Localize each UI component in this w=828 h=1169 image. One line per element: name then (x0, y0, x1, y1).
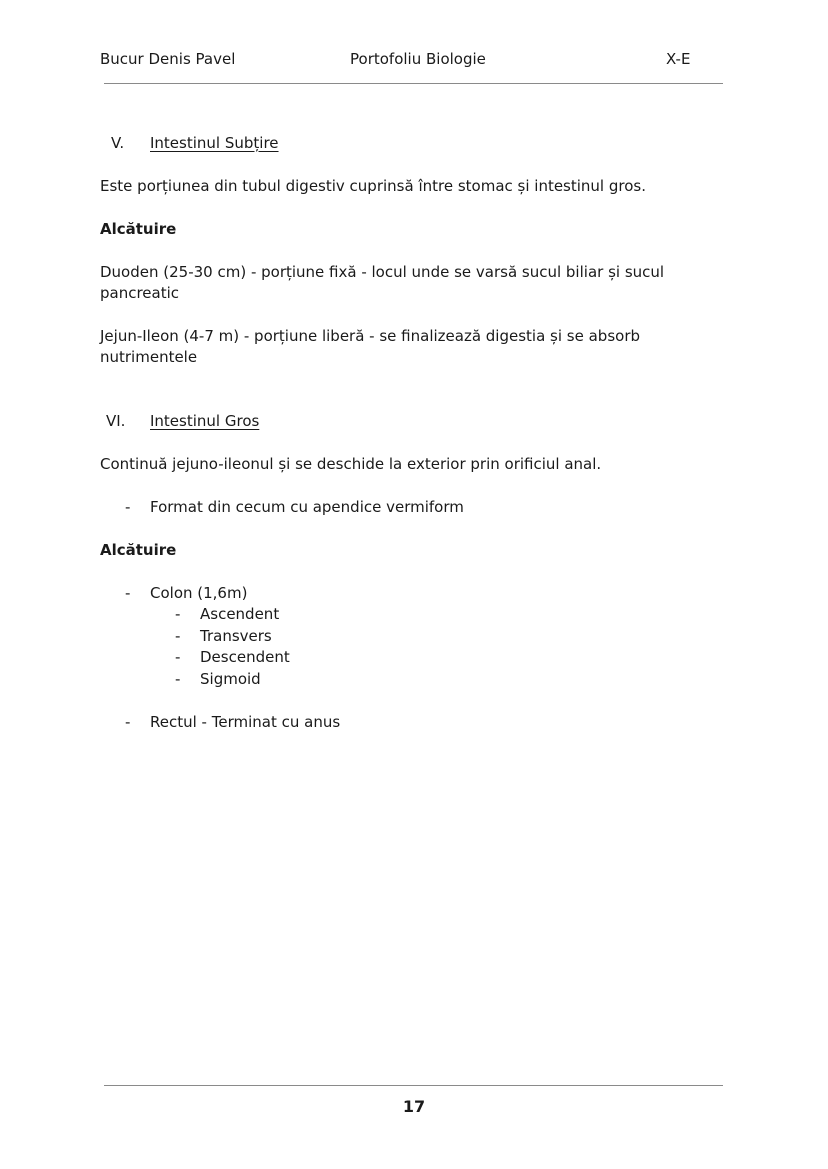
duoden-line-1: Duoden (25-30 cm) - porțiune fixă - locul unde se varsă sucul biliar și sucul (100, 263, 665, 281)
header-author: Bucur Denis Pavel (100, 50, 236, 68)
sub-bullet-dash: - (175, 627, 181, 645)
header-divider (104, 83, 723, 84)
header-class: X-E (666, 50, 691, 68)
section-5-number: V. (111, 134, 125, 152)
page-number: 17 (402, 1097, 426, 1116)
bullet-format: Format din cecum cu apendice vermiform (150, 498, 464, 516)
colon-part-ascendent: Ascendent (200, 605, 280, 623)
rectum-item: Rectul - Terminat cu anus (150, 713, 341, 731)
section-5-intro: Este porțiunea din tubul digestiv cuprinsă între stomac și intestinul gros. (100, 177, 646, 195)
section-6-subheading: Alcătuire (100, 541, 177, 559)
header-title: Portofoliu Biologie (350, 50, 486, 68)
section-6-number: VI. (106, 412, 126, 430)
duoden-line-2: pancreatic (100, 284, 180, 302)
footer-divider (104, 1085, 723, 1086)
colon-item: Colon (1,6m) (150, 584, 248, 602)
colon-part-transvers: Transvers (200, 627, 272, 645)
section-6-heading: Intestinul Gros (150, 412, 260, 430)
colon-part-descendent: Descendent (200, 648, 290, 666)
section-6-intro: Continuă jejuno-ileonul și se deschide la exterior prin orificiul anal. (100, 455, 602, 473)
bullet-dash: - (125, 584, 131, 602)
jejun-line-1: Jejun-Ileon (4-7 m) - porțiune liberă - se finalizează digestia și se absorb (100, 327, 641, 345)
sub-bullet-dash: - (175, 605, 181, 623)
bullet-dash: - (125, 498, 131, 516)
bullet-dash: - (125, 713, 131, 731)
sub-bullet-dash: - (175, 648, 181, 666)
sub-bullet-dash: - (175, 670, 181, 688)
colon-part-sigmoid: Sigmoid (200, 670, 261, 688)
jejun-line-2: nutrimentele (100, 348, 198, 366)
section-5-subheading: Alcătuire (100, 220, 177, 238)
section-5-heading: Intestinul Subțire (150, 134, 279, 152)
